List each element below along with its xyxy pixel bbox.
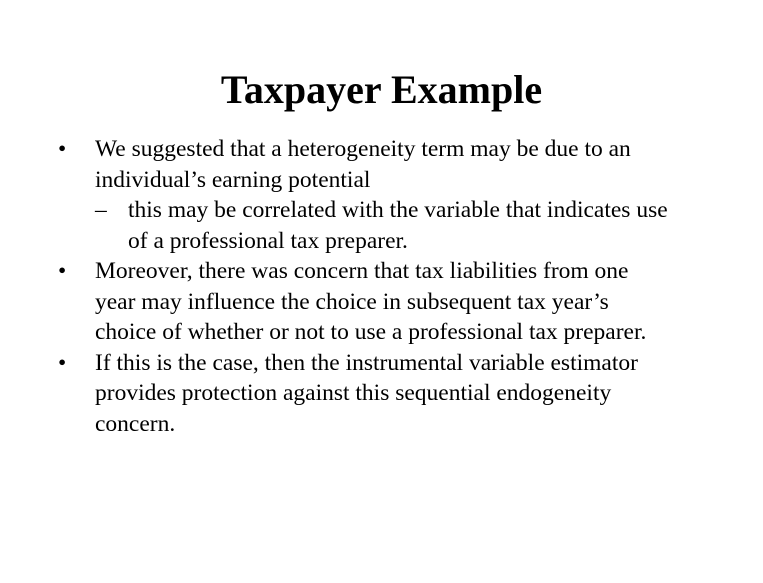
sub-bullet-text-line: this may be correlated with the variable that indicates use [128, 197, 668, 223]
bullet-text-line: individual’s earning potential [95, 166, 371, 193]
sub-bullet-list [95, 195, 748, 256]
bullet-text-line: concern. [95, 410, 176, 437]
bullet-marker: • [58, 258, 67, 284]
bullet-item [58, 256, 748, 348]
bullet-text-line: year may influence the choice in subsequent tax year’s [95, 288, 609, 315]
sub-bullet-text-line: of a professional tax preparer. [128, 227, 408, 254]
bullet-marker: • [58, 136, 67, 162]
bullet-text-line: choice of whether or not to use a professional tax preparer. [95, 319, 647, 345]
bullet-text-line: provides protection against this sequential endogeneity [95, 380, 612, 406]
sub-bullet-item [95, 195, 748, 256]
bullet-marker: • [58, 349, 67, 376]
bullet-text-line: If this is the case, then the instrumental variable estimator [95, 349, 638, 376]
bullet-text-line: We suggested that a heterogeneity term may be due to an [95, 136, 631, 162]
slide-title: Taxpayer Example [220, 67, 543, 112]
bullet-list [58, 134, 748, 439]
sub-bullet-marker: – [95, 197, 107, 223]
bullet-item [58, 134, 748, 256]
bullet-item [58, 348, 748, 440]
bullet-text-line: Moreover, there was concern that tax liabilities from one [95, 258, 629, 284]
